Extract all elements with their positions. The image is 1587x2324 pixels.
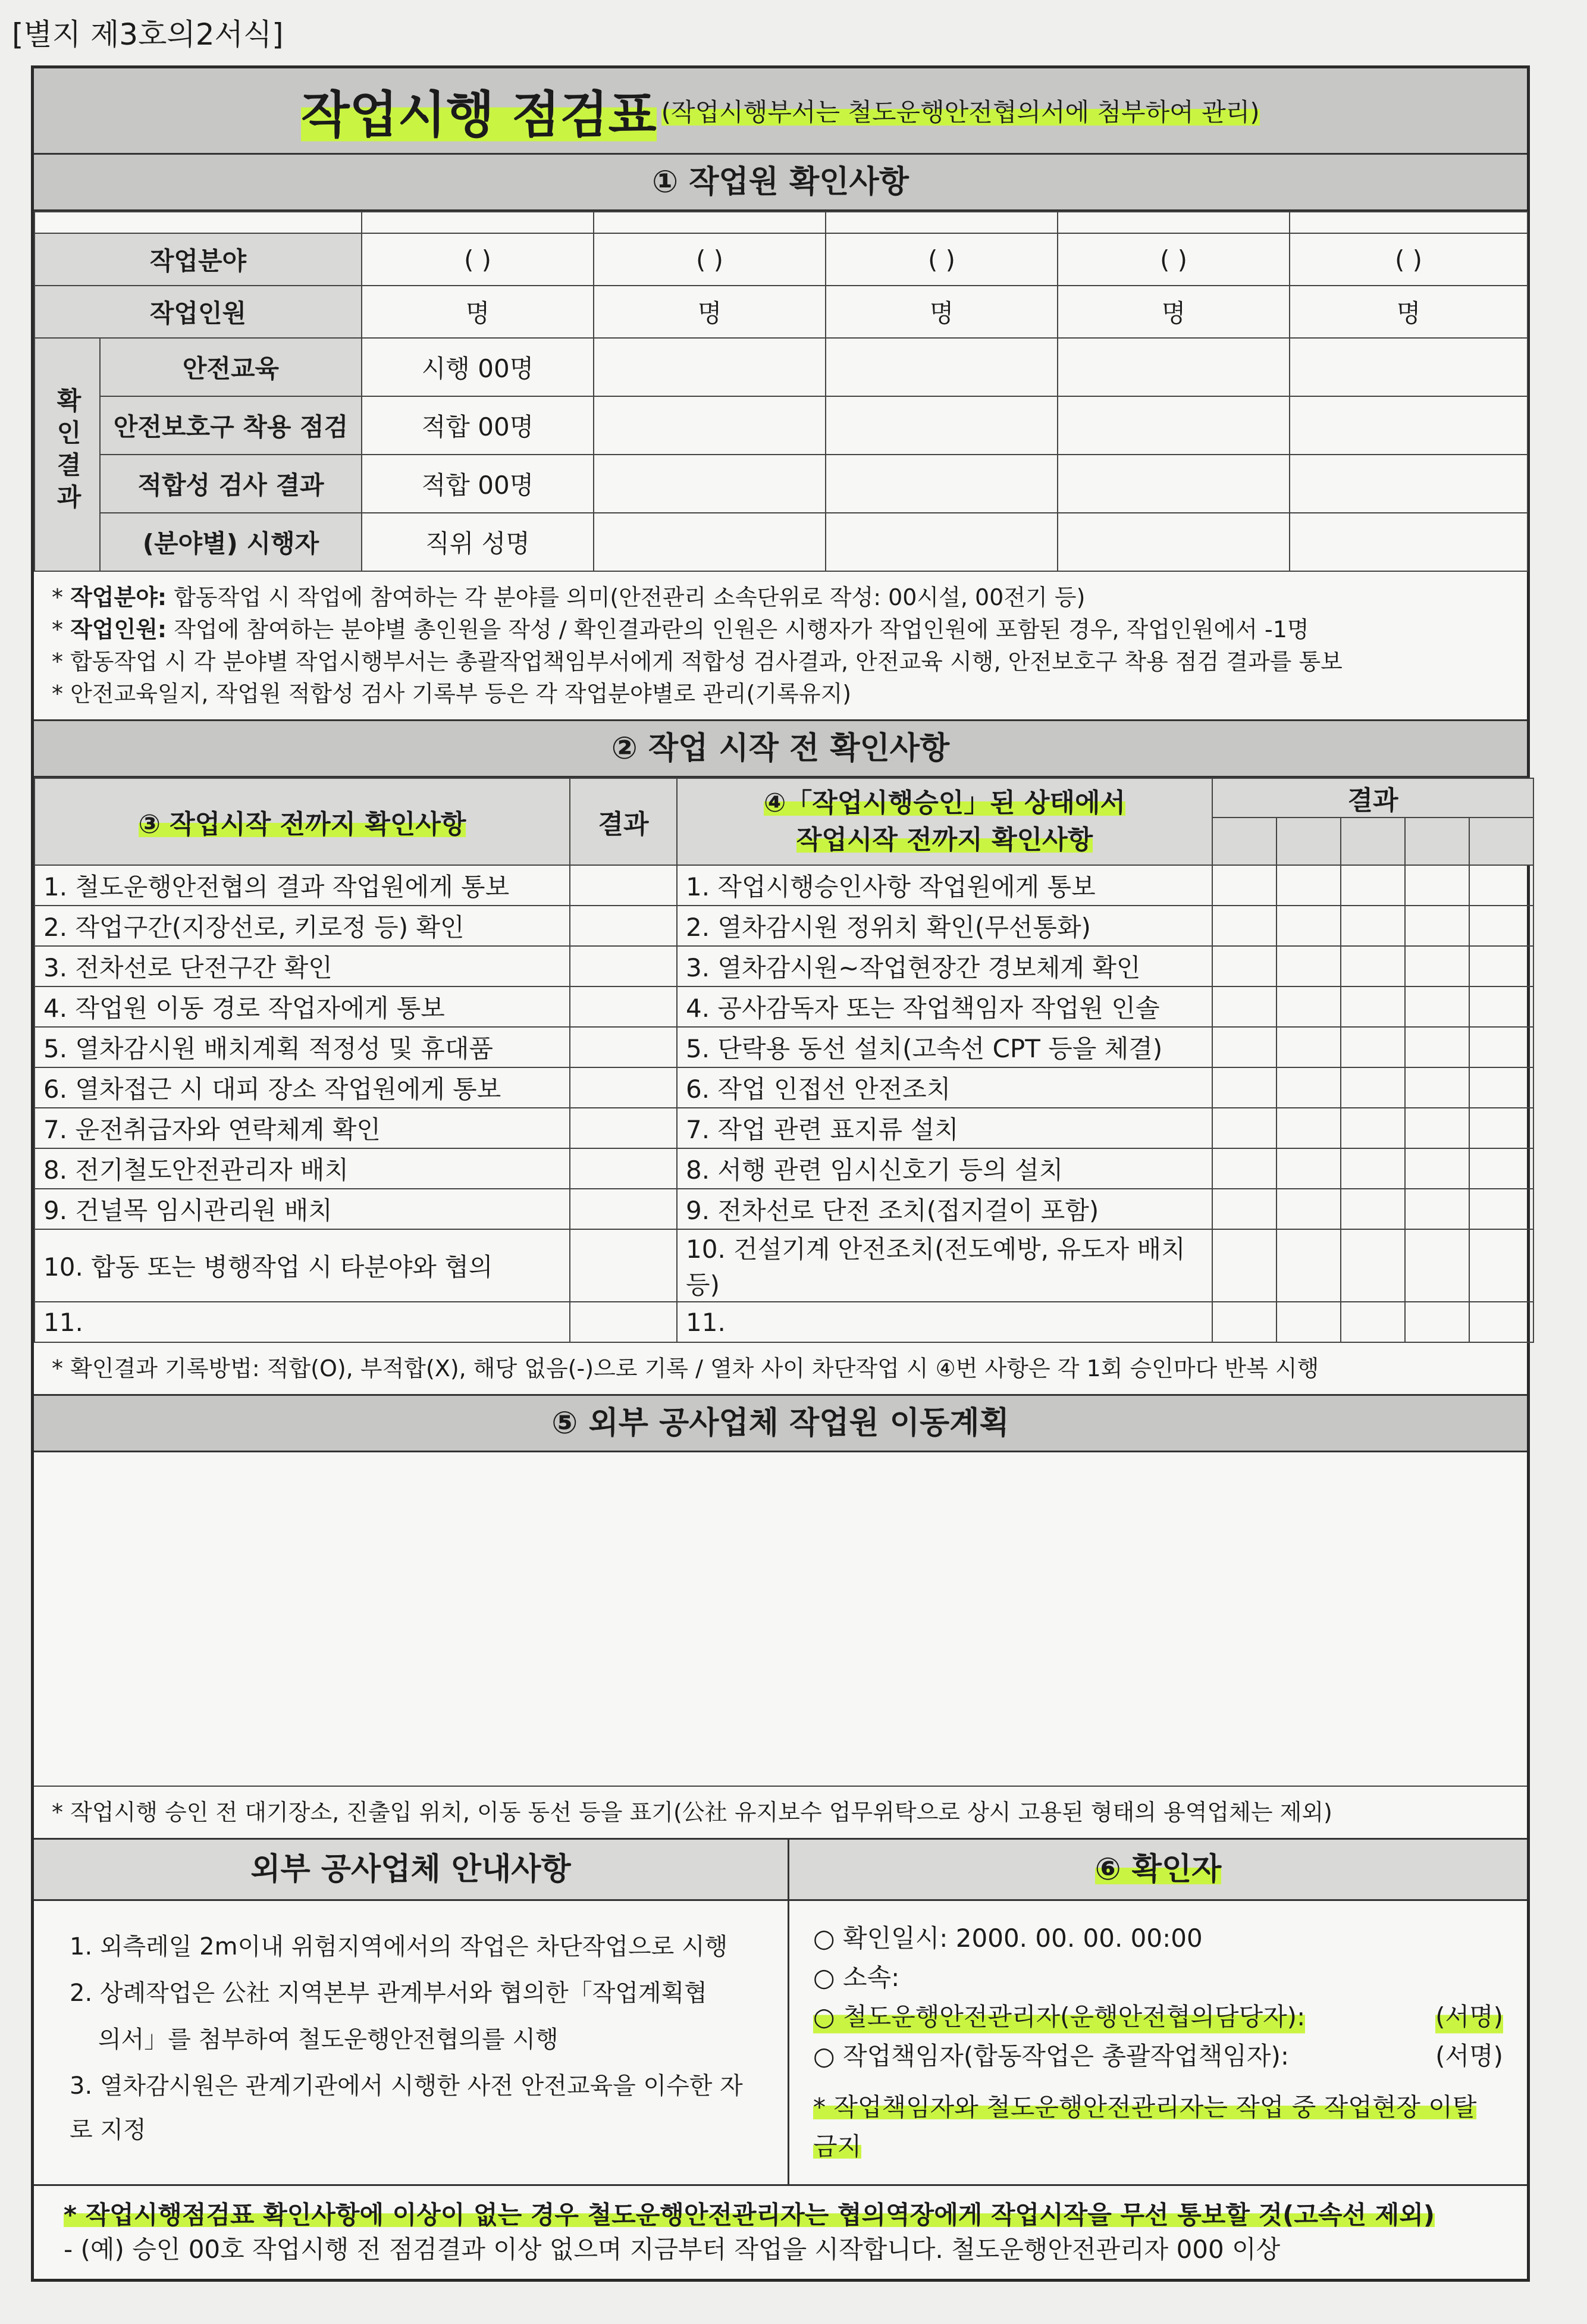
right-result-cell[interactable] xyxy=(1405,946,1469,986)
left-result-cell[interactable] xyxy=(570,1067,677,1108)
right-check-item: 3. 열차감시원~작업현장간 경보체계 확인 xyxy=(677,946,1212,986)
right-result-cell[interactable] xyxy=(1276,986,1341,1027)
left-check-item: 7. 운전취급자와 연락체계 확인 xyxy=(34,1108,570,1148)
form-number-label: [별지 제3호의2서식] xyxy=(12,17,284,52)
confirm-heading: ⑥ 확인자 xyxy=(1094,1852,1222,1887)
right-check-item: 11. xyxy=(677,1302,1212,1342)
count-cell[interactable]: 명 xyxy=(826,286,1058,338)
section5-note: * 작업시행 승인 전 대기장소, 진출입 위치, 이동 동선 등을 표기(公社 유지보수 업무위탁으로 상시 고용된 형태의 용역업체는 제외) xyxy=(52,1799,1332,1825)
field-cell[interactable]: ( ) xyxy=(594,233,826,286)
right-result-cell[interactable] xyxy=(1212,1108,1276,1148)
right-result-cell[interactable] xyxy=(1212,1302,1276,1342)
right-result-cell[interactable] xyxy=(1469,946,1533,986)
right-checklist-heading-1: ④「작업시행승인」된 상태에서 xyxy=(763,788,1126,818)
left-result-cell[interactable] xyxy=(570,986,677,1027)
section2-note: * 확인결과 기록방법: 적합(O), 부적합(X), 해당 없음(-)으로 기록 / 열차 사이 차단작업 시 ④번 사항은 각 1회 승인마다 반복 시행 xyxy=(34,1343,1527,1396)
right-result-cell[interactable] xyxy=(1341,1189,1405,1229)
checklist-row xyxy=(34,986,1533,1027)
right-result-cell[interactable] xyxy=(1341,1027,1405,1067)
right-result-cell[interactable] xyxy=(1276,1189,1341,1229)
right-result-cell[interactable] xyxy=(1212,986,1276,1027)
count-cell[interactable]: 명 xyxy=(1058,286,1290,338)
right-result-cell[interactable] xyxy=(1341,1108,1405,1148)
note-line: * 합동작업 시 각 분야별 작업시행부서는 총괄작업책임부서에게 적합성 검사결과, 안전교육 시행, 안전보호구 착용 점검 결과를 통보 xyxy=(52,649,1343,675)
right-result-cell[interactable] xyxy=(1405,1148,1469,1189)
movement-plan-area[interactable] xyxy=(34,1452,1527,1787)
right-result-cell[interactable] xyxy=(1469,1189,1533,1229)
checklist-row xyxy=(34,865,1533,906)
checklist-row xyxy=(34,1027,1533,1067)
row-label-field: 작업분야 xyxy=(34,233,362,286)
row-label-count: 작업인원 xyxy=(34,286,362,338)
checklist-row xyxy=(34,946,1533,986)
checklist-row xyxy=(34,906,1533,946)
result-cell[interactable]: 적합 00명 xyxy=(362,455,594,513)
count-cell[interactable]: 명 xyxy=(1290,286,1528,338)
signature-field: (서명) xyxy=(1435,1997,1503,2037)
right-result-cell[interactable] xyxy=(1212,1148,1276,1189)
left-check-item: 4. 작업원 이동 경로 작업자에게 통보 xyxy=(34,986,570,1027)
left-check-item: 8. 전기철도안전관리자 배치 xyxy=(34,1148,570,1189)
left-check-item: 3. 전차선로 단전구간 확인 xyxy=(34,946,570,986)
right-result-cell[interactable] xyxy=(1469,1067,1533,1108)
row-label: 안전보호구 착용 점검 xyxy=(100,396,362,455)
section2-heading: ② 작업 시작 전 확인사항 xyxy=(34,721,1527,778)
right-result-cell[interactable] xyxy=(1276,1108,1341,1148)
right-result-cell[interactable] xyxy=(1276,1229,1341,1302)
result-cell[interactable]: 직위 성명 xyxy=(362,513,594,571)
left-check-item: 6. 열차접근 시 대피 장소 작업원에게 통보 xyxy=(34,1067,570,1108)
right-result-cell[interactable] xyxy=(1341,1067,1405,1108)
right-result-cell[interactable] xyxy=(1212,1229,1276,1302)
right-result-cell[interactable] xyxy=(1341,1302,1405,1342)
right-result-cell[interactable] xyxy=(1212,1067,1276,1108)
note-line: * 작업분야: 합동작업 시 작업에 참여하는 각 분야를 의미(안전관리 소속단위로 작성: 00시설, 00전기 등) xyxy=(52,584,1086,610)
right-result-cell[interactable] xyxy=(1469,986,1533,1027)
right-result-cell[interactable] xyxy=(1405,1189,1469,1229)
right-check-item: 2. 열차감시원 정위치 확인(무선통화) xyxy=(677,906,1212,946)
bottom-panel xyxy=(34,1838,1527,2184)
left-result-cell[interactable] xyxy=(570,906,677,946)
right-result-cell[interactable] xyxy=(1469,1148,1533,1189)
right-result-cell[interactable] xyxy=(1212,946,1276,986)
checklist-row xyxy=(34,1067,1533,1108)
inspection-sheet xyxy=(31,65,1530,2282)
title-subtitle: (작업시행부서는 철도운행안전협의서에 첨부하여 관리) xyxy=(661,93,1260,129)
left-check-item: 11. xyxy=(34,1302,570,1342)
left-result-cell[interactable] xyxy=(570,1108,677,1148)
right-result-cell[interactable] xyxy=(1212,1027,1276,1067)
right-result-cell[interactable] xyxy=(1469,1027,1533,1067)
final-notice xyxy=(34,2184,1527,2279)
right-check-item: 1. 작업시행승인사항 작업원에게 통보 xyxy=(677,865,1212,906)
right-result-cell[interactable] xyxy=(1341,906,1405,946)
left-checklist-heading: ③ 작업시작 전까지 확인사항 xyxy=(138,809,466,840)
right-result-cell[interactable] xyxy=(1341,865,1405,906)
right-result-cell[interactable] xyxy=(1276,1148,1341,1189)
right-result-cell[interactable] xyxy=(1405,1108,1469,1148)
right-result-cell[interactable] xyxy=(1405,1302,1469,1342)
left-result-cell[interactable] xyxy=(570,1027,677,1067)
right-check-item: 4. 공사감독자 또는 작업책임자 작업원 인솔 xyxy=(677,986,1212,1027)
final-line-2: - (예) 승인 00호 작업시행 전 점검결과 이상 없으며 지금부터 작업을 시작합니다. 철도운행안전관리자 000 이상 xyxy=(64,2235,1281,2264)
right-result-cell[interactable] xyxy=(1276,1067,1341,1108)
guide-item: 1. 외측레일 2m이내 위험지역에서의 작업은 차단작업으로 시행 xyxy=(70,1933,728,1960)
count-cell[interactable]: 명 xyxy=(594,286,826,338)
guide-panel xyxy=(34,1840,789,2184)
left-result-cell[interactable] xyxy=(570,1148,677,1189)
note-line: * 안전교육일지, 작업원 적합성 검사 기록부 등은 각 작업분야별로 관리(기록유지) xyxy=(52,681,852,707)
right-check-item: 9. 전차선로 단전 조치(접지걸이 포함) xyxy=(677,1189,1212,1229)
checklist-row xyxy=(34,1148,1533,1189)
field-cell[interactable]: ( ) xyxy=(1058,233,1290,286)
guide-heading: 외부 공사업체 안내사항 xyxy=(34,1840,788,1901)
confirm-note: * 작업책임자와 철도운행안전관리자는 작업 중 작업현장 이탈 금지 xyxy=(813,2093,1477,2161)
right-result-cell[interactable] xyxy=(1276,1302,1341,1342)
left-result-cell[interactable] xyxy=(570,1189,677,1229)
field-cell[interactable]: ( ) xyxy=(826,233,1058,286)
guide-item: 3. 열차감시원은 관계기관에서 시행한 사전 안전교육을 이수한 자로 지정 xyxy=(70,2072,743,2144)
confirm-row[interactable]: ○ 확인일시: 2000. 00. 00. 00:00 xyxy=(813,1924,1203,1953)
right-result-cell[interactable] xyxy=(1341,986,1405,1027)
left-check-item: 10. 합동 또는 병행작업 시 타분야와 협의 xyxy=(34,1229,570,1302)
right-result-cell[interactable] xyxy=(1212,1189,1276,1229)
right-result-cell[interactable] xyxy=(1405,865,1469,906)
right-check-item: 10. 건설기계 안전조치(전도예방, 유도자 배치 등) xyxy=(677,1229,1212,1302)
group-label: 확인결과 xyxy=(53,387,82,516)
right-result-cell[interactable] xyxy=(1405,986,1469,1027)
left-result-cell[interactable] xyxy=(570,865,677,906)
checklist-table xyxy=(34,778,1534,1343)
note-line: * 작업인원: 작업에 참여하는 분야별 총인원을 작성 / 확인결과란의 인원은 시행자가 작업인원에 포함된 경우, 작업인원에서 -1명 xyxy=(52,616,1309,643)
row-label: (분야별) 시행자 xyxy=(100,513,362,571)
result-heading: 결과 xyxy=(570,778,677,865)
final-line-1: * 작업시행점검표 확인사항에 이상이 없는 경우 철도운행안전관리자는 협의역장에게 작업시작을 무선 통보할 것(고속선 제외) xyxy=(64,2200,1435,2229)
signature-field: (서명) xyxy=(1435,2041,1503,2071)
confirm-row[interactable]: ○ 소속: xyxy=(813,1963,900,1992)
section5-heading: ⑤ 외부 공사업체 작업원 이동계획 xyxy=(34,1396,1527,1452)
page-title: 작업시행 점검표 xyxy=(301,75,656,147)
left-result-cell[interactable] xyxy=(570,1302,677,1342)
confirm-row[interactable]: ○ 작업책임자(합동작업은 총괄작업책임자): (서명) xyxy=(813,2037,1503,2076)
right-result-cell[interactable] xyxy=(1276,1027,1341,1067)
checklist-row xyxy=(34,1108,1533,1148)
left-result-cell[interactable] xyxy=(570,946,677,986)
right-result-cell[interactable] xyxy=(1212,865,1276,906)
checklist-row xyxy=(34,1189,1533,1229)
confirm-panel xyxy=(789,1840,1527,2184)
right-result-cell[interactable] xyxy=(1212,906,1276,946)
right-result-cell[interactable] xyxy=(1405,1027,1469,1067)
section1-notes xyxy=(34,572,1527,721)
right-result-cell[interactable] xyxy=(1469,1108,1533,1148)
confirm-list xyxy=(789,1901,1527,2184)
right-check-item: 6. 작업 인접선 안전조치 xyxy=(677,1067,1212,1108)
section1-heading: ① 작업원 확인사항 xyxy=(34,155,1527,211)
right-result-cell[interactable] xyxy=(1341,1148,1405,1189)
right-result-cell[interactable] xyxy=(1405,1229,1469,1302)
title-band xyxy=(34,68,1527,155)
guide-list xyxy=(34,1901,788,2166)
right-result-cell[interactable] xyxy=(1469,865,1533,906)
right-result-cell[interactable] xyxy=(1405,906,1469,946)
right-check-item: 7. 작업 관련 표지류 설치 xyxy=(677,1108,1212,1148)
guide-item: 2. 상례작업은 公社 지역본부 관계부서와 협의한「작업계획협 xyxy=(70,1980,707,2007)
worker-table xyxy=(34,211,1528,572)
field-cell[interactable]: ( ) xyxy=(1290,233,1528,286)
result-cell[interactable]: 시행 00명 xyxy=(362,338,594,396)
right-check-item: 8. 서행 관련 임시신호기 등의 설치 xyxy=(677,1148,1212,1189)
checklist-row xyxy=(34,1229,1533,1302)
right-result-cell[interactable] xyxy=(1276,906,1341,946)
left-check-item: 5. 열차감시원 배치계획 적정성 및 휴대품 xyxy=(34,1027,570,1067)
right-result-cell[interactable] xyxy=(1276,946,1341,986)
right-result-cell[interactable] xyxy=(1341,1229,1405,1302)
count-cell[interactable]: 명 xyxy=(362,286,594,338)
right-check-item: 5. 단락용 동선 설치(고속선 CPT 등을 체결) xyxy=(677,1027,1212,1067)
left-check-item: 9. 건널목 임시관리원 배치 xyxy=(34,1189,570,1229)
left-check-item: 1. 철도운행안전협의 결과 작업원에게 통보 xyxy=(34,865,570,906)
field-cell[interactable]: ( ) xyxy=(362,233,594,286)
confirm-row[interactable]: ○ 철도운행안전관리자(운행안전협의담당자): (서명) xyxy=(813,1997,1503,2037)
right-result-cell[interactable] xyxy=(1341,946,1405,986)
right-result-cell[interactable] xyxy=(1469,906,1533,946)
checklist-row xyxy=(34,1302,1533,1342)
guide-item: 의서」를 첨부하여 철도운행안전협의를 시행 xyxy=(98,2026,559,2053)
left-check-item: 2. 작업구간(지장선로, 키로정 등) 확인 xyxy=(34,906,570,946)
result-heading-right: 결과 xyxy=(1212,778,1533,818)
right-checklist-heading-2: 작업시작 전까지 확인사항 xyxy=(796,825,1093,855)
right-result-cell[interactable] xyxy=(1469,1229,1533,1302)
right-result-cell[interactable] xyxy=(1405,1067,1469,1108)
row-label: 안전교육 xyxy=(100,338,362,396)
row-label: 적합성 검사 결과 xyxy=(100,455,362,513)
right-result-cell[interactable] xyxy=(1469,1302,1533,1342)
result-cell[interactable]: 적합 00명 xyxy=(362,396,594,455)
right-result-cell[interactable] xyxy=(1276,865,1341,906)
left-result-cell[interactable] xyxy=(570,1229,677,1302)
